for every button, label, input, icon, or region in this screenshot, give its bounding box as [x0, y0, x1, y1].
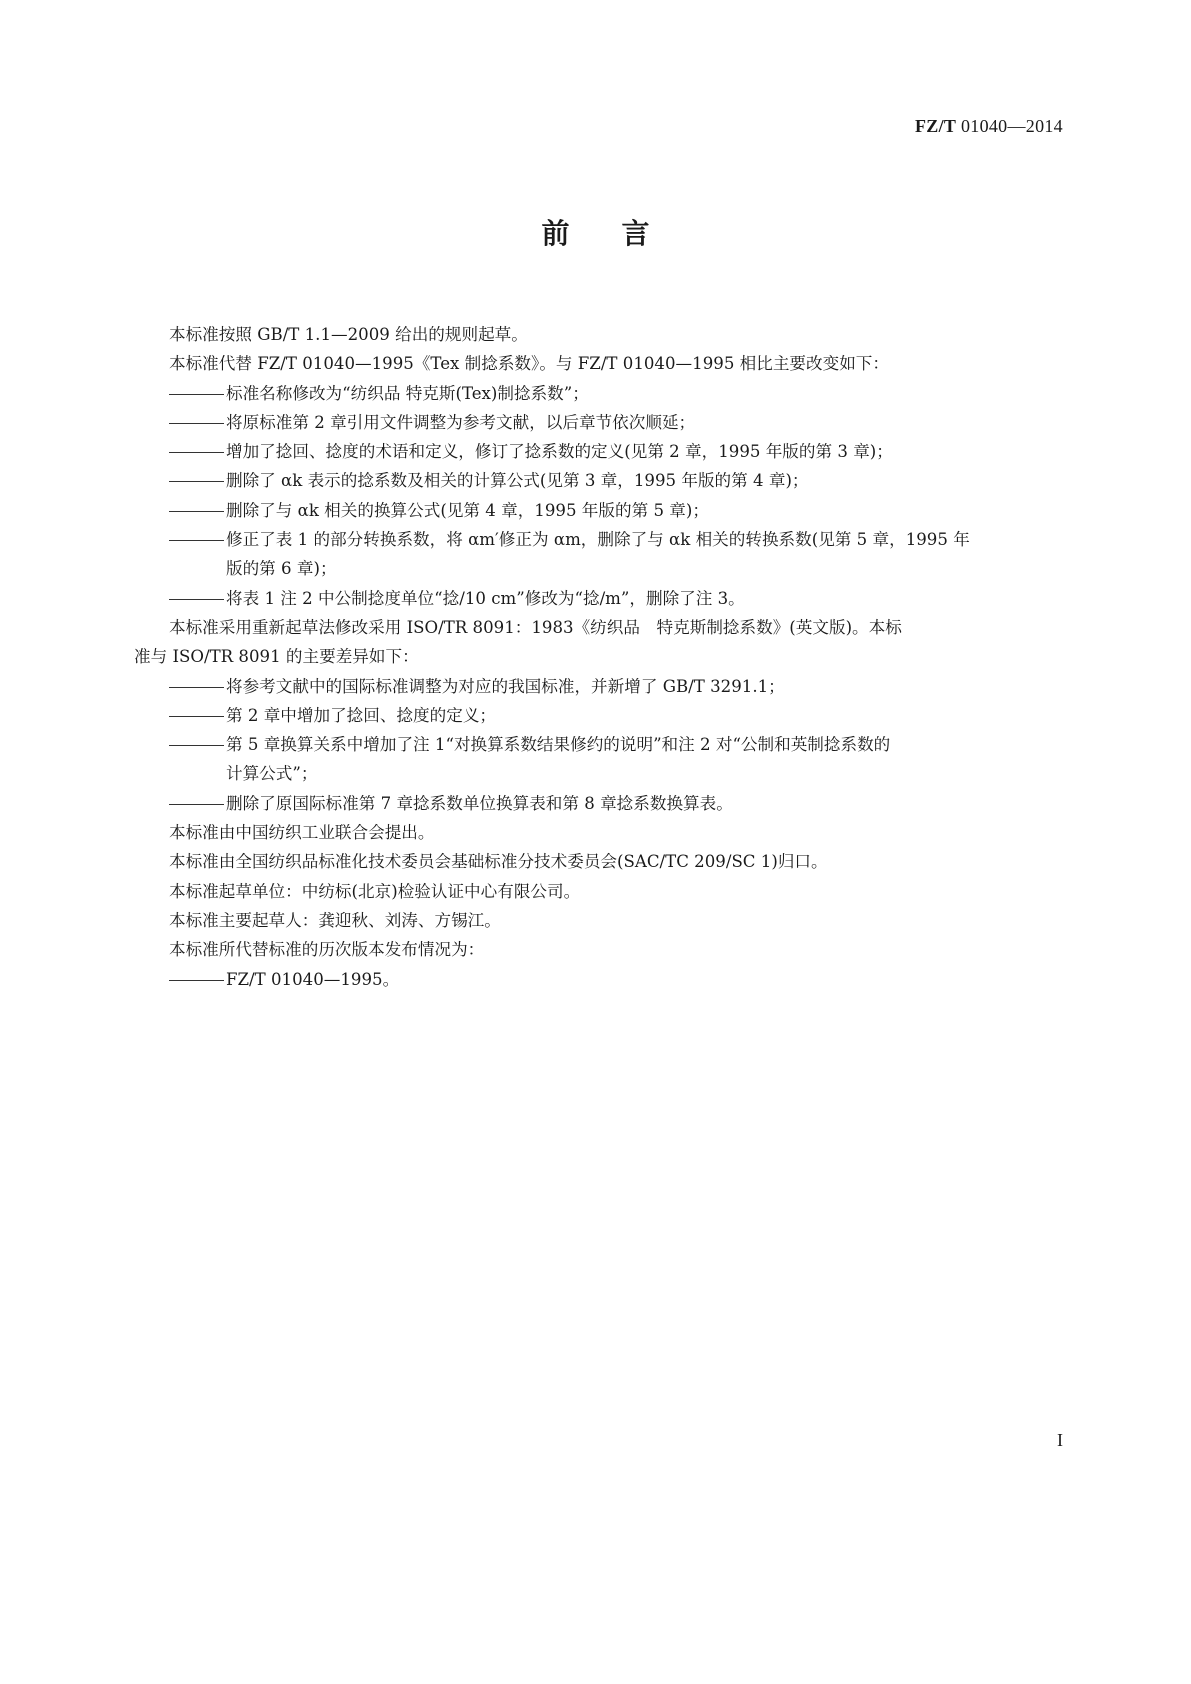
dash-list-item	[134, 437, 1064, 466]
dash-list-item	[134, 379, 1064, 408]
dash-list-item	[134, 730, 1064, 789]
list-item-text: 将表 1 注 2 中公制捻度单位“捻/10 cm”修改为“捻/m”，删除了注 3。	[226, 588, 745, 608]
list-item-continuation: 计算公式”；	[226, 764, 318, 784]
em-dash-marker	[169, 599, 224, 600]
page-number: I	[1057, 1430, 1063, 1450]
paragraph	[134, 349, 1064, 378]
dash-list-item	[134, 965, 1064, 994]
paragraph	[134, 613, 1064, 672]
standard-code-number: 01040—2014	[956, 116, 1063, 136]
dash-list-item	[134, 789, 1064, 818]
dash-list-item	[134, 701, 1064, 730]
page-title: 前言	[541, 217, 702, 250]
dash-list-item	[134, 408, 1064, 437]
paragraph-text: 本标准采用重新起草法修改采用 ISO/TR 8091：1983《纺织品 特克斯制捻系数》(英文版)。本标	[169, 617, 902, 637]
em-dash-marker	[169, 481, 224, 482]
list-item-text: FZ/T 01040—1995。	[226, 969, 400, 989]
em-dash-marker	[169, 394, 224, 395]
list-item-continuation: 版的第 6 章)；	[226, 559, 337, 579]
paragraph	[134, 935, 1064, 964]
dash-list-item	[134, 466, 1064, 495]
list-item-text: 删除了与 αk 相关的换算公式(见第 4 章，1995 年版的第 5 章)；	[226, 500, 709, 520]
paragraph	[134, 818, 1064, 847]
paragraph-continuation: 准与 ISO/TR 8091 的主要差异如下：	[134, 647, 419, 667]
paragraph	[134, 906, 1064, 935]
paragraph-text: 本标准由中国纺织工业联合会提出。	[169, 823, 435, 843]
list-item-text: 修正了表 1 的部分转换系数，将 αm′修正为 αm，删除了与 αk 相关的转换系数(见第 5 章，1995 年	[226, 530, 970, 550]
paragraph	[134, 877, 1064, 906]
em-dash-marker	[169, 716, 224, 717]
list-item-text: 删除了 αk 表示的捻系数及相关的计算公式(见第 3 章，1995 年版的第 4 章)；	[226, 471, 809, 491]
dash-list-item	[134, 496, 1064, 525]
paragraph	[134, 320, 1064, 349]
list-item-text: 删除了原国际标准第 7 章捻系数单位换算表和第 8 章捻系数换算表。	[226, 793, 733, 813]
paragraph-text: 本标准代替 FZ/T 01040—1995《Tex 制捻系数》。与 FZ/T 01040—1995 相比主要改变如下：	[169, 354, 889, 374]
paragraph-text: 本标准由全国纺织品标准化技术委员会基础标准分技术委员会(SAC/TC 209/SC 1)归口。	[169, 852, 828, 872]
em-dash-marker	[169, 452, 224, 453]
list-item-text: 将参考文献中的国际标准调整为对应的我国标准，并新增了 GB/T 3291.1；	[226, 676, 785, 696]
list-item-text: 增加了捻回、捻度的术语和定义，修订了捻系数的定义(见第 2 章，1995 年版的第 3 章)；	[226, 442, 893, 462]
standard-code-prefix: FZ/T	[914, 116, 957, 136]
paragraph-text: 本标准起草单位：中纺标(北京)检验认证中心有限公司。	[169, 881, 581, 901]
em-dash-marker	[169, 980, 224, 981]
em-dash-marker	[169, 687, 224, 688]
dash-list-item	[134, 525, 1064, 584]
list-item-text: 将原标准第 2 章引用文件调整为参考文献，以后章节依次顺延；	[226, 412, 696, 432]
em-dash-marker	[169, 804, 224, 805]
paragraph-text: 本标准按照 GB/T 1.1—2009 给出的规则起草。	[169, 325, 528, 344]
em-dash-marker	[169, 511, 224, 512]
list-item-text: 标准名称修改为“纺织品 特克斯(Tex)制捻系数”；	[226, 383, 589, 403]
paragraph-text: 本标准主要起草人：龚迎秋、刘涛、方锡江。	[169, 910, 501, 930]
dash-list-item	[134, 672, 1064, 701]
foreword-body	[134, 320, 1064, 994]
paragraph-text: 本标准所代替标准的历次版本发布情况为：	[169, 940, 485, 960]
em-dash-marker	[169, 423, 224, 424]
em-dash-marker	[169, 745, 224, 746]
standard-code	[915, 116, 1063, 137]
list-item-text: 第 2 章中增加了捻回、捻度的定义；	[226, 705, 497, 725]
em-dash-marker	[169, 540, 224, 541]
dash-list-item	[134, 584, 1064, 613]
paragraph	[134, 847, 1064, 876]
list-item-text: 第 5 章换算关系中增加了注 1“对换算系数结果修约的说明”和注 2 对“公制和英制捻系数的	[226, 735, 891, 755]
